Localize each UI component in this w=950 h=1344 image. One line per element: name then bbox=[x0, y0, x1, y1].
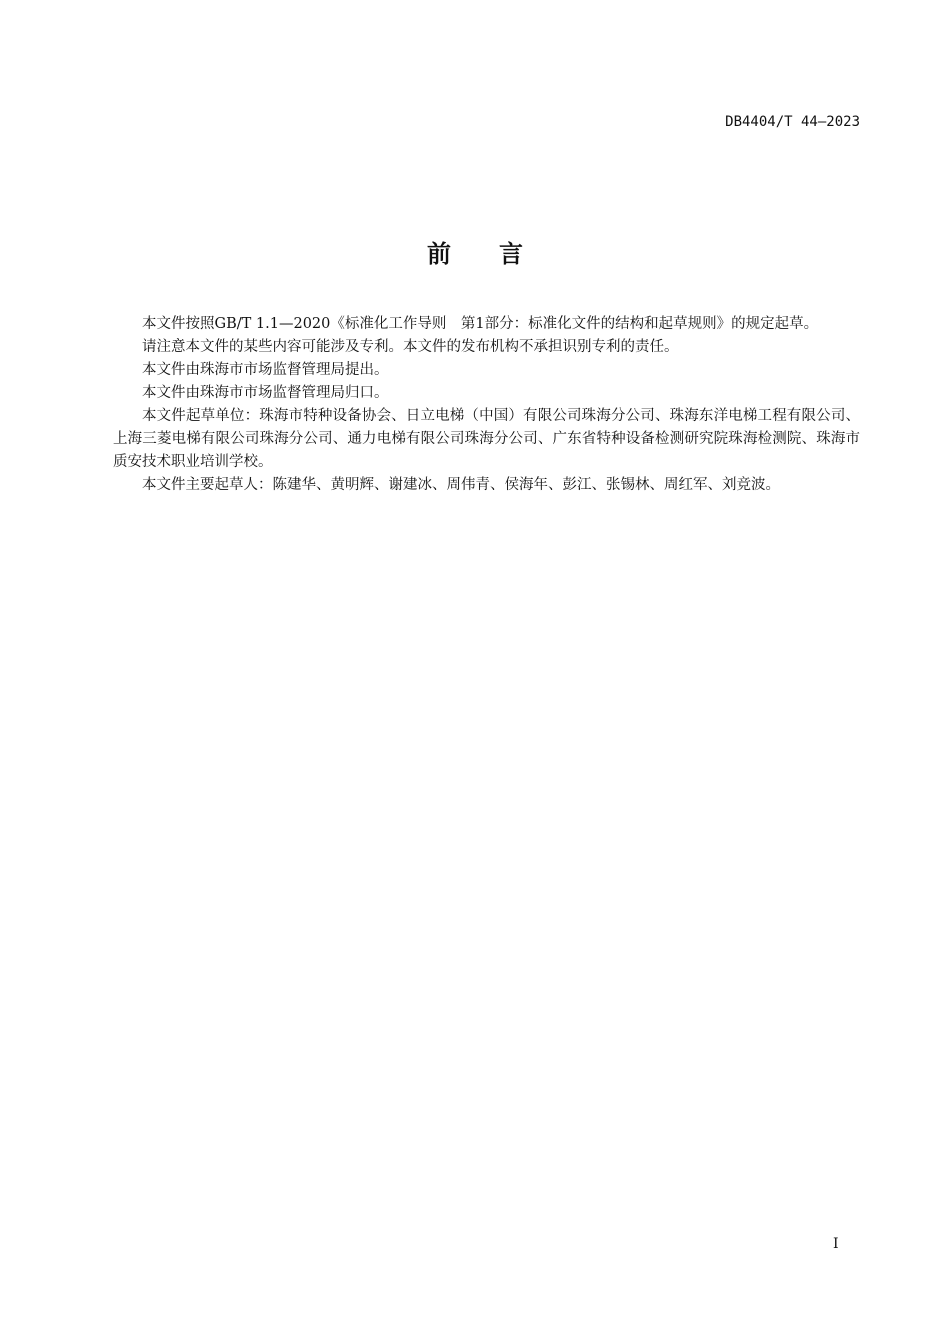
paragraph-custodian: 本文件由珠海市市场监督管理局归口。 bbox=[142, 385, 389, 401]
paragraph-proposer: 本文件由珠海市市场监督管理局提出。 bbox=[142, 362, 389, 378]
paragraph-drafting-units: 本文件起草单位：珠海市特种设备协会、日立电梯（中国）有限公司珠海分公司、珠海东洋电梯工程有限公司、上海三菱电梯有限公司珠海分公司、通力电梯有限公司珠海分公司、广东省特种设备检测研究院珠海检测院、珠海市质安技术职业培训学校。 bbox=[113, 408, 860, 470]
page-number: I bbox=[833, 1236, 839, 1252]
paragraph-drafting-rules: 本文件按照GB/T 1.1—2020《标准化工作导则 第1部分：标准化文件的结构和起草规则》的规定起草。 bbox=[142, 316, 819, 332]
paragraph-drafters: 本文件主要起草人：陈建华、黄明辉、谢建冰、周伟青、侯海年、彭江、张锡林、周红军、刘竞波。 bbox=[142, 477, 780, 493]
preface-body bbox=[113, 313, 860, 497]
page-title: 前 言 bbox=[427, 240, 523, 268]
paragraph-patent-notice: 请注意本文件的某些内容可能涉及专利。本文件的发布机构不承担识别专利的责任。 bbox=[142, 339, 679, 355]
document-code: DB4404/T 44—2023 bbox=[725, 114, 860, 130]
